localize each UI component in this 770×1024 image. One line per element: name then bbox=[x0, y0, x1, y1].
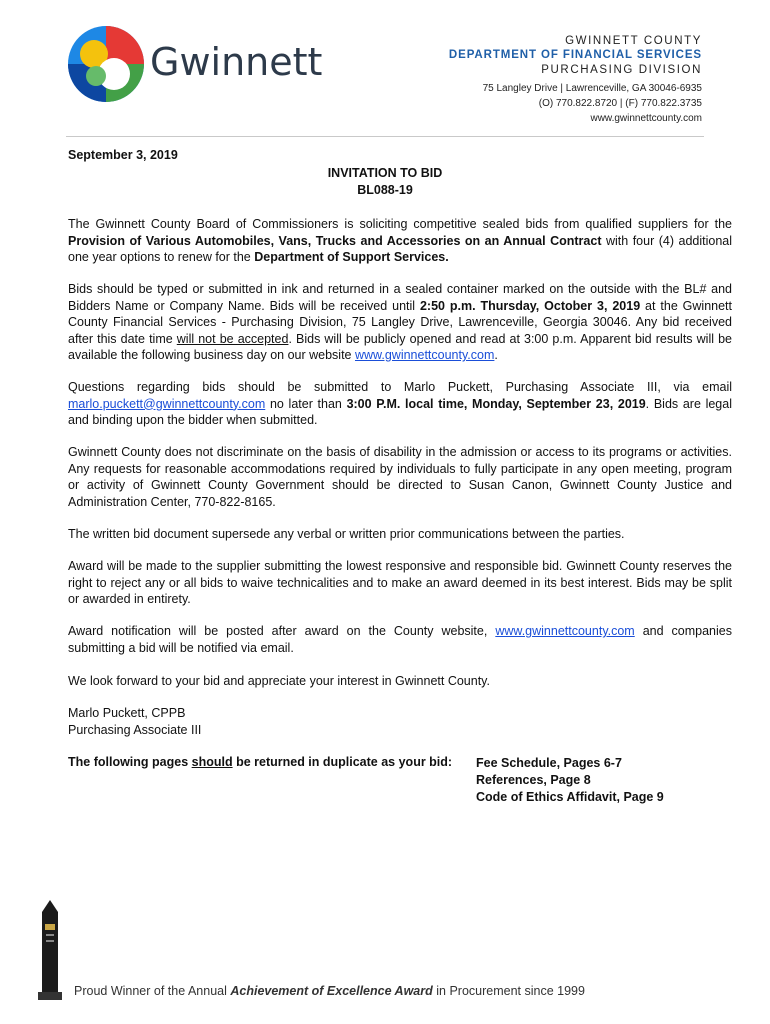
gwinnett-logo-icon bbox=[66, 24, 146, 104]
website-link[interactable]: www.gwinnettcounty.com bbox=[495, 624, 635, 638]
signature-block bbox=[68, 705, 201, 738]
text-span: at the Gwinnett County Financial Services - Purchasing Division, 75 Langley Drive, Lawrenceville, Georgia 30046. Any bid received after this date time bbox=[68, 298, 732, 346]
text-span: Bids should be typed or submitted in ink and returned in a sealed container marked on the outside with the BL# and Bidders Name or Company Name. Bids will be received until bbox=[68, 282, 732, 313]
email-link[interactable]: marlo.puckett@gwinnettcounty.com bbox=[68, 396, 266, 411]
return-item: Code of Ethics Affidavit, Page 9 bbox=[476, 790, 664, 804]
deadline-bold: 2:50 p.m. Thursday, October 3, 2019 bbox=[419, 298, 641, 313]
text-span: with four (4) additional one year options to renew for the bbox=[68, 233, 733, 264]
division-name: PURCHASING DIVISION bbox=[541, 64, 702, 76]
text-span: . Bids are legal and binding upon the bidder when submitted. bbox=[68, 396, 732, 427]
paragraph-nondiscrimination: Gwinnett County does not discriminate on the basis of disability in the admission or access to its programs or activities. Any requests for reasonable accommodations required by individuals to fully participate in any open meeting, program or activity of Gwinnett County Government should be directed to Susan Canon, Gwinnett County Justice and Administration Center, 770-822-8165. bbox=[68, 445, 732, 509]
paragraph-award: Award will be made to the supplier submitting the lowest responsive and responsible bid. Gwinnett County reserves the right to reject any or all bids to waive technicalities and to make an award deemed in its best interest. Bids may be split or awarded in entirety. bbox=[68, 559, 732, 606]
bold-span: Department of Support Services. bbox=[254, 250, 449, 264]
questions-deadline-bold: 3:00 P.M. local time, Monday, September 23, 2019 bbox=[346, 396, 646, 411]
bid-number: BL088-19 bbox=[357, 183, 413, 197]
header-website: www.gwinnettcounty.com bbox=[590, 113, 702, 124]
bold-span: Provision of Various Automobiles, Vans, Trucks and Accessories on an Annual Contract bbox=[68, 233, 602, 248]
text-span: . bbox=[494, 348, 498, 362]
award-name: Achievement of Excellence Award bbox=[230, 984, 433, 998]
paragraph-closing: We look forward to your bid and appreciate your interest in Gwinnett County. bbox=[68, 674, 490, 688]
return-item: References, Page 8 bbox=[476, 773, 591, 787]
phone-fax: (O) 770.822.8720 | (F) 770.822.3735 bbox=[538, 98, 702, 109]
return-instructions bbox=[68, 755, 452, 769]
footer-award-text bbox=[74, 984, 585, 998]
letter-date: September 3, 2019 bbox=[68, 148, 178, 162]
text-span: no later than bbox=[265, 396, 347, 411]
text-span: in Procurement since 1999 bbox=[432, 984, 585, 998]
text-span: Questions regarding bids should be submitted to Marlo Puckett, Purchasing Associate III, via email bbox=[68, 380, 732, 394]
header-divider bbox=[66, 136, 704, 137]
logo-wordmark: Gwinnett bbox=[150, 40, 323, 84]
underline-span: will not be accepted bbox=[176, 331, 289, 346]
return-items-list bbox=[476, 755, 664, 806]
signature-name: Marlo Puckett, CPPB bbox=[68, 706, 186, 720]
paragraph-notification bbox=[68, 623, 732, 656]
text-span: . Bids will be publicly opened and read at 3:00 p.m. Apparent bid results will be available the following business day on our website bbox=[68, 331, 732, 362]
paragraph-solicitation bbox=[68, 216, 732, 266]
paragraph-supersede: The written bid document supersede any verbal or written prior communications between the parties. bbox=[68, 527, 625, 541]
text-span: The Gwinnett County Board of Commissioners is soliciting competitive sealed bids from qualified suppliers for the bbox=[68, 217, 732, 231]
text-span: be returned in duplicate as your bid: bbox=[232, 755, 453, 769]
return-item: Fee Schedule, Pages 6-7 bbox=[476, 756, 622, 770]
department-name: DEPARTMENT OF FINANCIAL SERVICES bbox=[448, 49, 702, 61]
paragraph-submission bbox=[68, 281, 732, 364]
text-span: The following pages bbox=[68, 755, 192, 769]
text-span: Proud Winner of the Annual bbox=[74, 984, 231, 998]
underline-span: should bbox=[191, 755, 233, 769]
paragraph-questions bbox=[68, 379, 732, 429]
website-link[interactable]: www.gwinnettcounty.com bbox=[354, 348, 495, 362]
department-block bbox=[449, 34, 702, 126]
text-span: and companies submitting a bid will be notified via email. bbox=[68, 624, 732, 655]
letter-title: INVITATION TO BID bbox=[327, 166, 443, 180]
address: 75 Langley Drive | Lawrenceville, GA 30046-6935 bbox=[482, 83, 702, 94]
signature-title: Purchasing Associate III bbox=[68, 722, 202, 737]
text-span: Award notification will be posted after award on the County website, bbox=[68, 624, 496, 638]
award-trophy-icon bbox=[36, 900, 64, 1000]
county-name: GWINNETT COUNTY bbox=[565, 35, 702, 47]
